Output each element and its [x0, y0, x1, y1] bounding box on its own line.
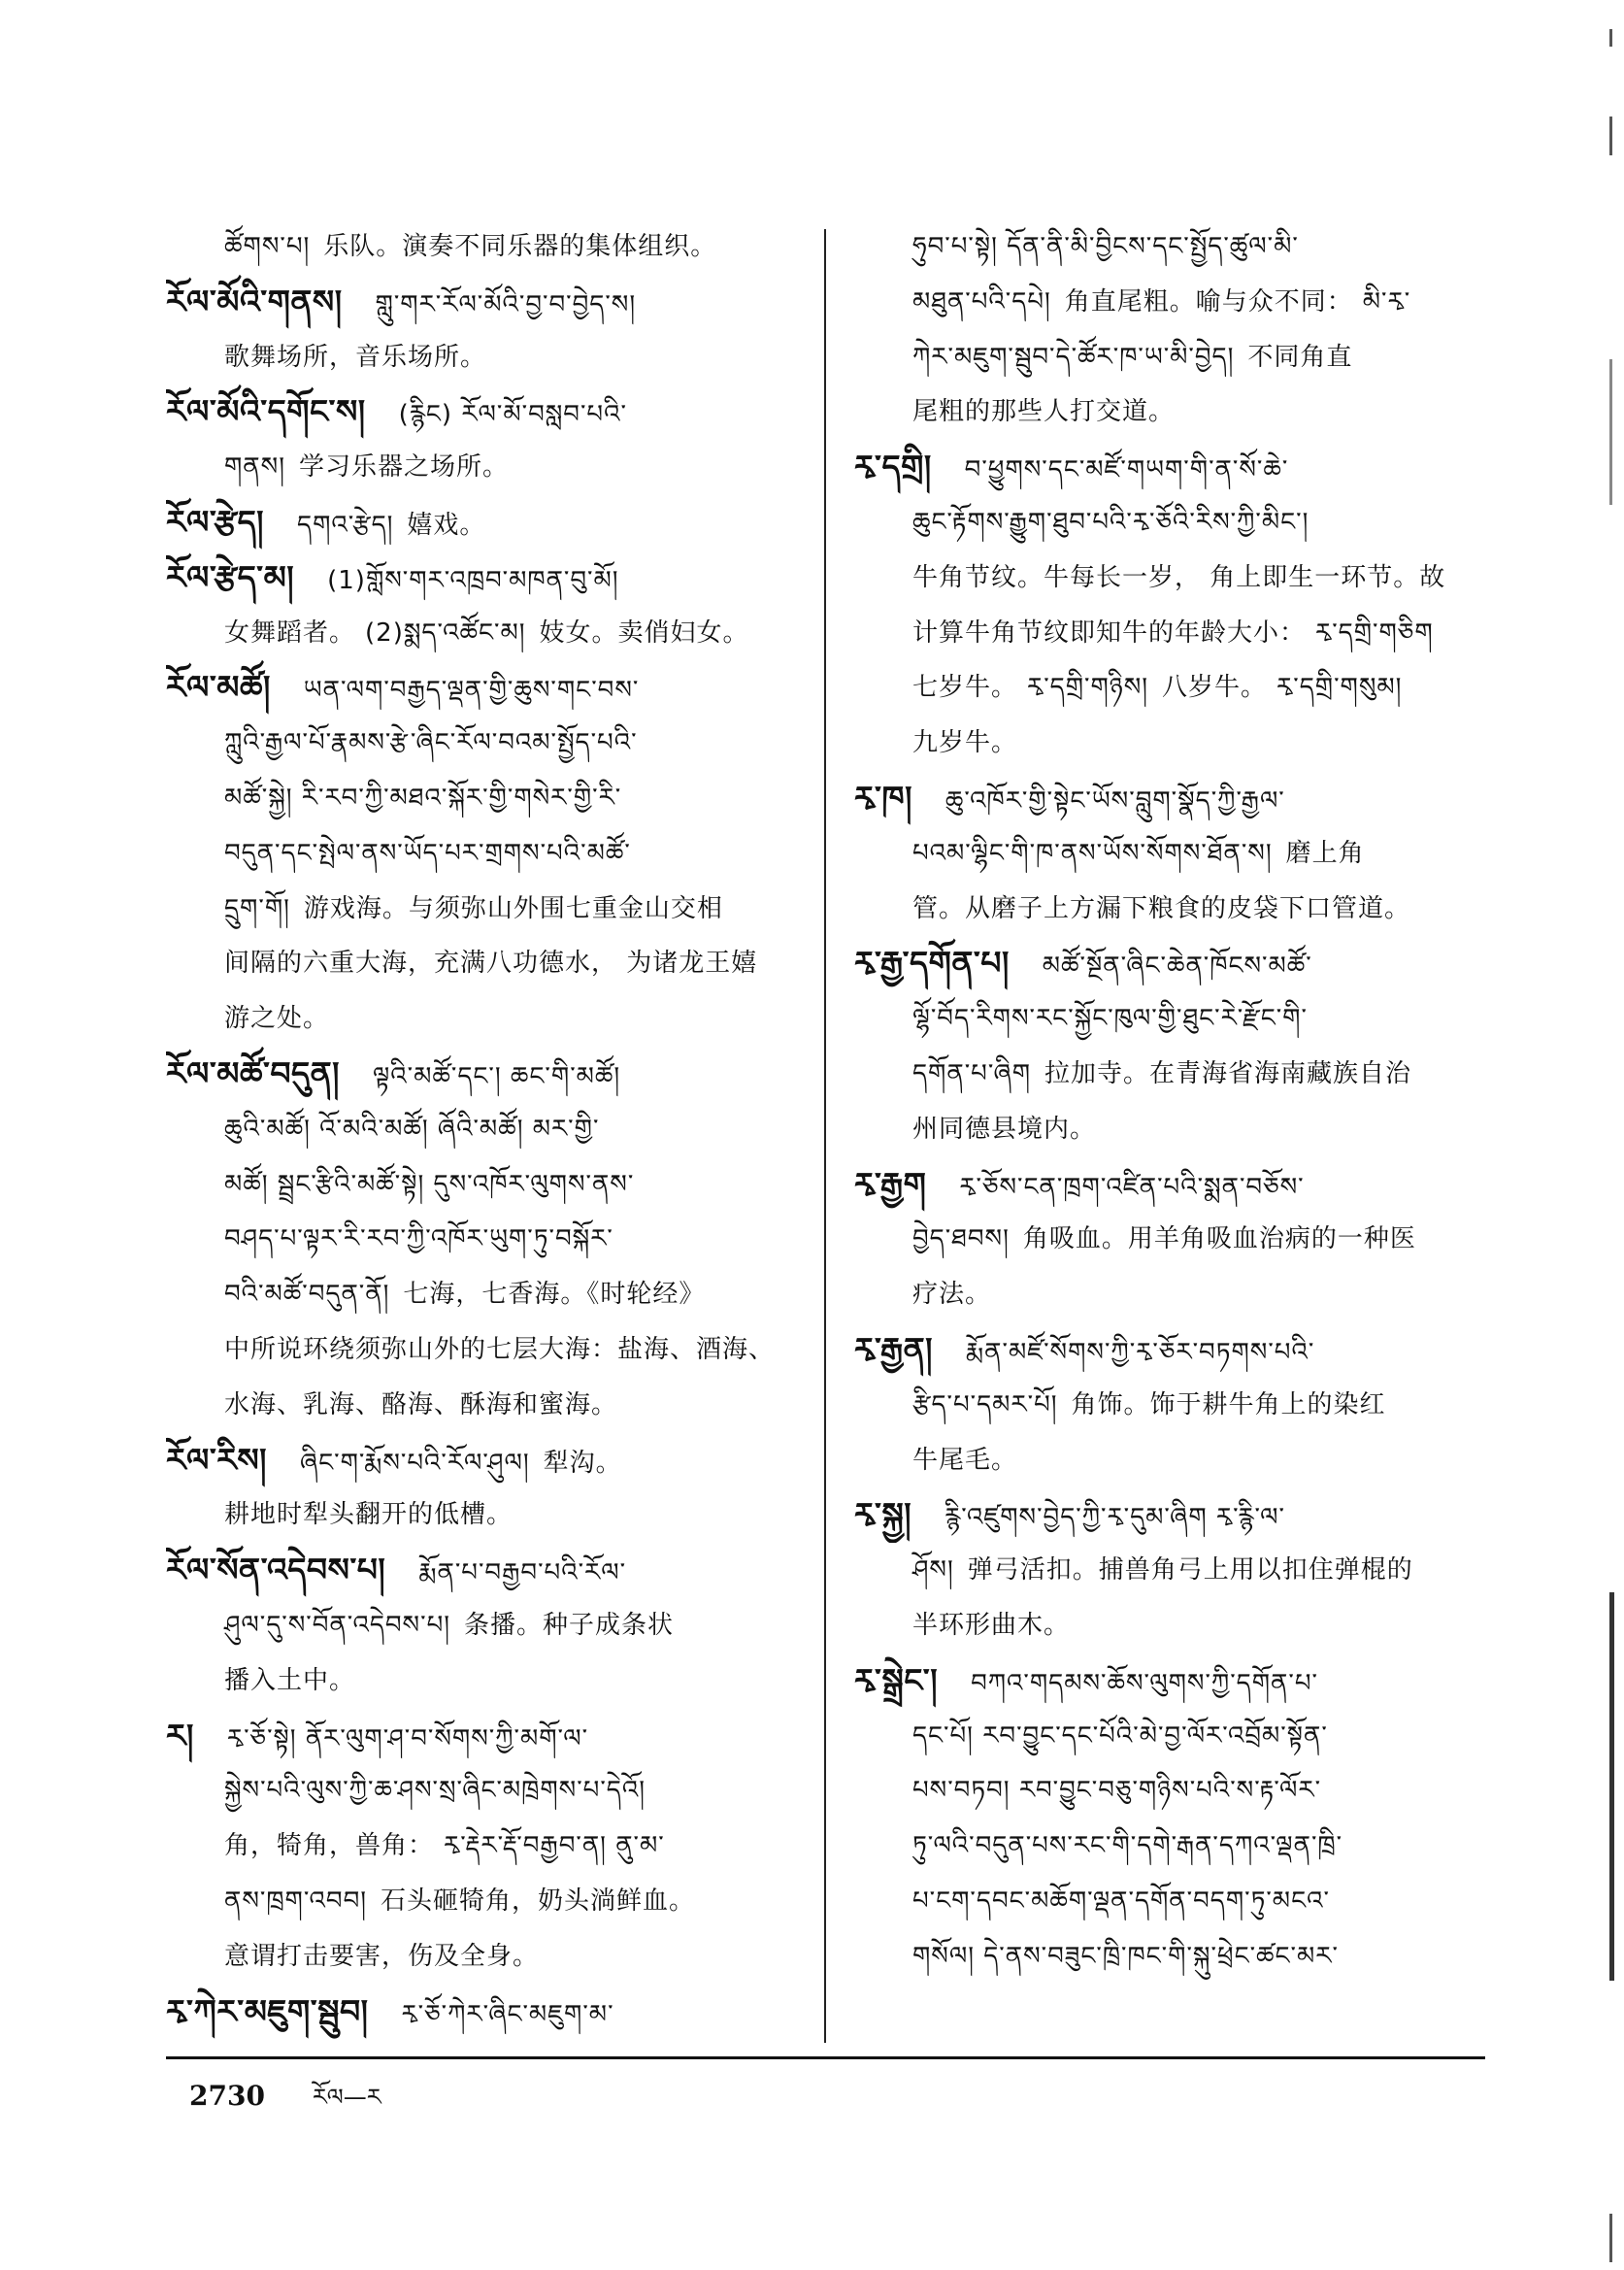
tibetan-definition: དགའ་རྩེད། — [297, 510, 394, 540]
tibetan-definition: པ་ངག་དབང་མཆོག་ལྡན་དགོན་བདག་ཏུ་མངའ་ — [912, 1886, 1330, 1916]
headword: རྭ་ཀེར་མཇུག་སྦུབ། — [166, 1991, 369, 2030]
dictionary-line — [166, 991, 802, 1047]
dictionary-line — [166, 1102, 802, 1157]
dictionary-line — [854, 1378, 1487, 1433]
dictionary-line — [854, 606, 1487, 661]
dictionary-line — [166, 1709, 802, 1764]
chinese-definition: 管。从磨子上方漏下粮食的皮袋下口管道。 — [912, 893, 1411, 923]
headword: རོལ་རིས། — [166, 1440, 267, 1479]
dictionary-line — [854, 384, 1487, 440]
dictionary-line — [854, 1157, 1487, 1213]
dictionary-line — [854, 882, 1487, 937]
headword: རོལ་མོའི་གནས། — [166, 282, 343, 320]
dictionary-line — [166, 495, 802, 551]
headword: རོལ་སོན་འདེབས་པ། — [166, 1551, 386, 1589]
dictionary-line — [166, 1874, 802, 1929]
chinese-definition: 妓女。卖俏妇女。 — [539, 618, 749, 648]
dictionary-line — [854, 1322, 1487, 1378]
tibetan-definition: མཚོ་སྐྱེ། རི་རབ་ཀྱི་མཐའ་སྐོར་གྱི་གསེར་གྱི་རི་ — [224, 783, 622, 813]
dictionary-line — [166, 1763, 802, 1819]
tibetan-definition: དགོན་པ་ཞིག — [912, 1058, 1032, 1088]
headword: རྭ་རྒྱ་དགོན་པ། — [854, 944, 1010, 983]
tibetan-definition: ནས་ཁྲག་འབབ། — [224, 1886, 368, 1916]
dictionary-line — [166, 551, 802, 606]
chinese-definition: 石头砸犄角，奶头淌鲜血。 — [381, 1886, 696, 1916]
page-footer — [189, 2072, 381, 2137]
dictionary-line — [854, 1598, 1487, 1653]
dictionary-line — [854, 1763, 1487, 1819]
tibetan-definition: རྭ་ཅོ་སྟེ། ནོར་ལུག་ཤ་བ་སོགས་ཀྱི་མགོ་ལ་ — [226, 1723, 589, 1753]
tibetan-definition: (རྙིང) རོལ་མོ་བསླབ་པའི་ — [398, 400, 627, 430]
tibetan-definition: བཤད་པ་ལྟར་རི་རབ་ཀྱི་འཁོར་ཡུག་ཏུ་བསྐོར་ — [224, 1224, 613, 1254]
dictionary-line — [166, 384, 802, 440]
tibetan-definition: ཚོགས་པ། — [224, 232, 311, 261]
tibetan-definition: ཡན་ལག་བརྒྱད་ལྡན་གྱི་ཆུས་གང་བས་ — [303, 676, 640, 706]
dictionary-line — [854, 495, 1487, 551]
headword: རོལ་རྩེད་མ། — [166, 557, 295, 596]
chinese-definition: 弹弓活扣。捕兽角弓上用以扣住弹棍的 — [967, 1555, 1413, 1586]
chinese-definition: 游之处。 — [224, 1004, 330, 1034]
dictionary-line — [166, 660, 802, 716]
chinese-definition: 牛尾毛。 — [912, 1445, 1018, 1475]
tibetan-definition: བདུན་དང་སྤེལ་ནས་ཡོད་པར་གྲགས་པའི་མཚོ་ — [224, 838, 631, 868]
dictionary-line — [854, 991, 1487, 1047]
tibetan-definition: མི་རྭ་ — [1362, 286, 1411, 317]
dictionary-line — [854, 440, 1487, 495]
scan-mark — [1609, 117, 1612, 155]
dictionary-line — [166, 1543, 802, 1598]
dictionary-line — [854, 1047, 1487, 1102]
tibetan-definition: (2)སྨད་འཚོང་མ། — [365, 618, 526, 648]
dictionary-line — [854, 275, 1487, 330]
tibetan-definition: དྲུག་གོ། — [224, 893, 290, 923]
chinese-definition: 七海，七香海。《时轮经》 — [403, 1280, 706, 1310]
dictionary-line — [166, 1819, 802, 1874]
chinese-definition: 八岁牛。 — [1162, 673, 1268, 703]
dictionary-line — [854, 1102, 1487, 1157]
chinese-definition: 意谓打击要害，伤及全身。 — [224, 1941, 540, 1971]
chinese-definition: 角饰。饰于耕牛角上的染红 — [1071, 1389, 1386, 1419]
headword: ར། — [166, 1716, 194, 1754]
tibetan-definition: རྭ་དགྲི་གཉིས། — [1027, 673, 1149, 703]
dictionary-line — [854, 771, 1487, 826]
tibetan-definition: ཆུའི་མཚོ། འོ་མའི་མཚོ། ཞོའི་མཚོ། མར་གྱི་ — [224, 1114, 600, 1144]
chinese-definition: 计算牛角节纹即知牛的年龄大小： — [912, 618, 1307, 648]
dictionary-line — [166, 716, 802, 771]
tibetan-definition: ལྷོ་བོད་རིགས་རང་སྐྱོང་ཁུལ་གྱི་ཐུང་རེ་རྫོང་གི་ — [912, 1004, 1308, 1034]
tibetan-definition: གསོལ། དེ་ནས་བཟུང་ཁྲི་ཁང་གི་སྐུ་ཕྲེང་ཚང་མར་ — [912, 1941, 1339, 1971]
footer-rule — [166, 2056, 1485, 2059]
tibetan-definition: (1)གློས་གར་འཁྲབ་མཁན་བུ་མོ། — [327, 565, 619, 595]
scan-mark — [1609, 29, 1612, 47]
tibetan-definition: གནས། — [224, 452, 285, 483]
tibetan-definition: པའམ་ལྷིང་གི་ཁ་ནས་ཡོས་སོགས་ཐོན་ས། — [912, 838, 1273, 868]
scan-mark — [1609, 1592, 1614, 1981]
dictionary-line — [854, 936, 1487, 991]
dictionary-line — [166, 330, 802, 385]
dictionary-line — [166, 440, 802, 495]
chinese-definition: 女舞蹈者。 — [224, 618, 356, 648]
tibetan-definition: ཆུ་འཁོར་གྱི་སྟེང་ཡོས་བླུག་སྣོད་ཀྱི་རྒྱལ་ — [945, 785, 1285, 816]
headword: རྭ་རྒྱག — [854, 1164, 927, 1203]
chinese-definition: 间隔的六重大海，充满八功德水， 为诸龙王嬉 — [224, 949, 758, 979]
chinese-definition: 九岁牛。 — [912, 728, 1018, 758]
chinese-definition: 半环形曲木。 — [912, 1610, 1071, 1640]
dictionary-line — [166, 1985, 802, 2040]
tibetan-definition: ཆུང་རྟོགས་རྒྱུག་ཐུབ་པའི་རྭ་ཅོའི་རིས་ཀྱི་མིང་། — [912, 507, 1309, 537]
dictionary-line — [166, 275, 802, 330]
tibetan-definition: ལྟའི་མཚོ་དང་། ཆང་གི་མཚོ། — [372, 1061, 621, 1091]
tibetan-definition: བའི་མཚོ་བདུན་ནོ། — [224, 1280, 390, 1310]
column-divider — [824, 229, 826, 2043]
tibetan-definition: པས་བཏབ། རབ་བྱུང་བཅུ་གཉིས་པའི་ས་རྟ་ལོར་ — [912, 1776, 1322, 1806]
chinese-definition: 乐队。演奏不同乐器的集体组织。 — [323, 232, 717, 261]
tibetan-definition: རྩིད་པ་དམར་པོ། — [912, 1389, 1058, 1419]
tibetan-definition: ཧུབ་པ་སྟེ། དོན་ནི་མི་བྱིངས་དང་སྤྱོད་ཚུལ་མི་ — [912, 232, 1299, 261]
tibetan-definition: མཐུན་པའི་དཔེ། — [912, 286, 1051, 317]
headword: རྭ་སྒྲེང་། — [854, 1660, 939, 1699]
dictionary-line — [854, 1819, 1487, 1874]
dictionary-line — [854, 660, 1487, 716]
chinese-definition: 尾粗的那些人打交道。 — [912, 397, 1176, 427]
tibetan-definition: བྱེད་ཐབས། — [912, 1224, 1010, 1254]
dictionary-line — [166, 1267, 802, 1322]
dictionary-line — [166, 1598, 802, 1653]
dictionary-line — [854, 1433, 1487, 1488]
tibetan-definition: ཞིང་ག་རྨོས་པའི་རོལ་ཤུལ། — [299, 1448, 530, 1478]
dictionary-line — [854, 826, 1487, 882]
dictionary-line — [166, 1929, 802, 1985]
tibetan-definition: རྭ་ཅོ་ཀེར་ཞིང་མཇུག་མ་ — [401, 1999, 614, 2029]
dictionary-line — [166, 882, 802, 937]
tibetan-definition: མཚོ་སྔོན་ཞིང་ཆེན་ཁོངས་མཚོ་ — [1042, 951, 1312, 982]
running-head: རོལ—ར — [312, 2084, 381, 2111]
chinese-definition: 七岁牛。 — [912, 673, 1018, 703]
chinese-definition: 角，犄角，兽角： — [224, 1831, 435, 1861]
chinese-definition: 角直尾粗。喻与众不同： — [1064, 286, 1353, 317]
tibetan-definition: ཀླུའི་རྒྱལ་པོ་རྣམས་རྩེ་ཞིང་རོལ་བའམ་སྤྱོད་པའི་ — [224, 728, 638, 758]
headword: རོལ་མོའི་དགོང་ས། — [166, 392, 366, 431]
dictionary-line — [854, 1212, 1487, 1267]
tibetan-definition: སྐྱེས་པའི་ལུས་ཀྱི་ཆ་ཤས་སྲ་ཞིང་མཁྲེགས་པ་དེའོ། — [224, 1776, 646, 1806]
dictionary-line — [166, 219, 802, 275]
headword: རྭ་དགྲི། — [854, 448, 932, 486]
chinese-definition: 播入土中。 — [224, 1665, 356, 1695]
chinese-definition: 州同德县境内。 — [912, 1114, 1097, 1144]
left-column — [166, 219, 802, 2039]
tibetan-definition: མཚོ། སྦྲང་རྩིའི་མཚོ་སྟེ། དུས་འཁོར་ལུགས་ནས་ — [224, 1169, 635, 1199]
chinese-definition: 角吸血。用羊角吸血治病的一种医 — [1022, 1224, 1416, 1254]
scan-mark — [1609, 359, 1612, 505]
headword: རོལ་མཚོ་བདུན། — [166, 1053, 340, 1092]
page-number: 2730 — [189, 2080, 265, 2112]
dictionary-line — [854, 1929, 1487, 1985]
dictionary-line — [166, 1157, 802, 1213]
tibetan-definition: གླུ་གར་རོལ་མོའི་བྱ་བ་བྱེད་ས། — [375, 289, 637, 319]
tibetan-definition: ཏུ་ལའི་བདུན་པས་རང་གི་དགེ་རྒན་དཀའ་ལྡན་ཁྲི་ — [912, 1831, 1343, 1861]
tibetan-definition: རྨོན་མཛོ་སོགས་ཀྱི་རྭ་ཅོར་བཏགས་པའི་ — [965, 1337, 1315, 1367]
dictionary-line — [854, 1267, 1487, 1322]
tibetan-definition: ཀེར་མཇུག་སྦུབ་དེ་ཚོར་ཁ་ཡ་མི་བྱེད། — [912, 342, 1235, 372]
tibetan-definition: རྨོན་པ་བརྒྱབ་པའི་རོལ་ — [418, 1558, 627, 1588]
chinese-definition: 疗法。 — [912, 1280, 992, 1310]
scan-mark — [1609, 2214, 1612, 2262]
dictionary-line — [854, 1653, 1487, 1709]
dictionary-line — [166, 1653, 802, 1709]
dictionary-line — [166, 771, 802, 826]
chinese-definition: 不同角直 — [1247, 342, 1353, 372]
headword: རྭ་རྒྱན། — [854, 1329, 933, 1368]
chinese-definition: 学习乐器之场所。 — [298, 452, 509, 483]
dictionary-line — [854, 716, 1487, 771]
headword: རྭ་ཁ། — [854, 778, 912, 817]
dictionary-line — [166, 936, 802, 991]
tibetan-definition: ཤོས། — [912, 1555, 954, 1586]
chinese-definition: 中所说环绕须弥山外的七层大海：盐海、酒海、 — [224, 1334, 776, 1364]
tibetan-definition: རྭ་རྡེར་རྡོ་བརྒྱབ་ན། ནུ་མ་ — [444, 1831, 665, 1861]
tibetan-definition: བ་ཕྱུགས་དང་མཛོ་གཡག་གི་ན་སོ་ཆེ་ — [964, 455, 1289, 485]
dictionary-line — [166, 826, 802, 882]
dictionary-line — [854, 1543, 1487, 1598]
tibetan-definition: ཤུལ་དུ་ས་བོན་འདེབས་པ། — [224, 1610, 451, 1640]
chinese-definition: 犁沟。 — [543, 1448, 622, 1478]
chinese-definition: 游戏海。与须弥山外围七重金山交相 — [303, 893, 723, 923]
chinese-definition: 歌舞场所，音乐场所。 — [224, 342, 487, 372]
tibetan-definition: རྙི་འཛུགས་བྱེད་ཀྱི་རྭ་དུམ་ཞིག རྭ་རྙི་ལ་ — [945, 1503, 1285, 1533]
dictionary-line — [166, 1212, 802, 1267]
dictionary-line — [166, 1433, 802, 1488]
chinese-definition: 耕地时犁头翻开的低槽。 — [224, 1500, 514, 1530]
dictionary-line — [166, 1047, 802, 1102]
chinese-definition: 条播。种子成条状 — [464, 1610, 675, 1640]
headword: རོལ་མཚོ། — [166, 668, 271, 707]
dictionary-line — [854, 551, 1487, 606]
chinese-definition: 拉加寺。在青海省海南藏族自治 — [1044, 1058, 1412, 1088]
dictionary-line — [166, 1487, 802, 1543]
chinese-definition: 水海、乳海、酪海、酥海和蜜海。 — [224, 1389, 618, 1419]
dictionary-line — [166, 606, 802, 661]
headword: རྭ་སྐྱ། — [854, 1495, 912, 1534]
chinese-definition: 牛角节纹。牛每长一岁， 角上即生一环节。故 — [912, 562, 1446, 592]
chinese-definition: 嬉戏。 — [407, 510, 486, 540]
tibetan-definition: རྭ་དགྲི་གསུམ། — [1276, 673, 1403, 703]
dictionary-line — [166, 1378, 802, 1433]
tibetan-definition: བཀའ་གདམས་ཆོས་ལུགས་ཀྱི་དགོན་པ་ — [971, 1668, 1318, 1698]
dictionary-line — [854, 330, 1487, 385]
dictionary-line — [854, 1487, 1487, 1543]
chinese-definition: 磨上角 — [1285, 838, 1365, 868]
dictionary-line — [854, 219, 1487, 275]
tibetan-definition: རྭ་ཅོས་ངན་ཁྲག་འཛིན་པའི་སྨན་བཅོས་ — [959, 1172, 1305, 1202]
dictionary-line — [166, 1322, 802, 1378]
tibetan-definition: རྭ་དགྲི་གཅིག — [1315, 618, 1434, 648]
dictionary-line — [854, 1874, 1487, 1929]
headword: རོལ་རྩེད། — [166, 502, 265, 541]
dictionary-line — [854, 1709, 1487, 1764]
tibetan-definition: དང་པོ། རབ་བྱུང་དང་པོའི་མེ་བྱ་ལོར་འབྲོམ་སྟོན་ — [912, 1720, 1328, 1751]
right-column — [854, 219, 1487, 1985]
